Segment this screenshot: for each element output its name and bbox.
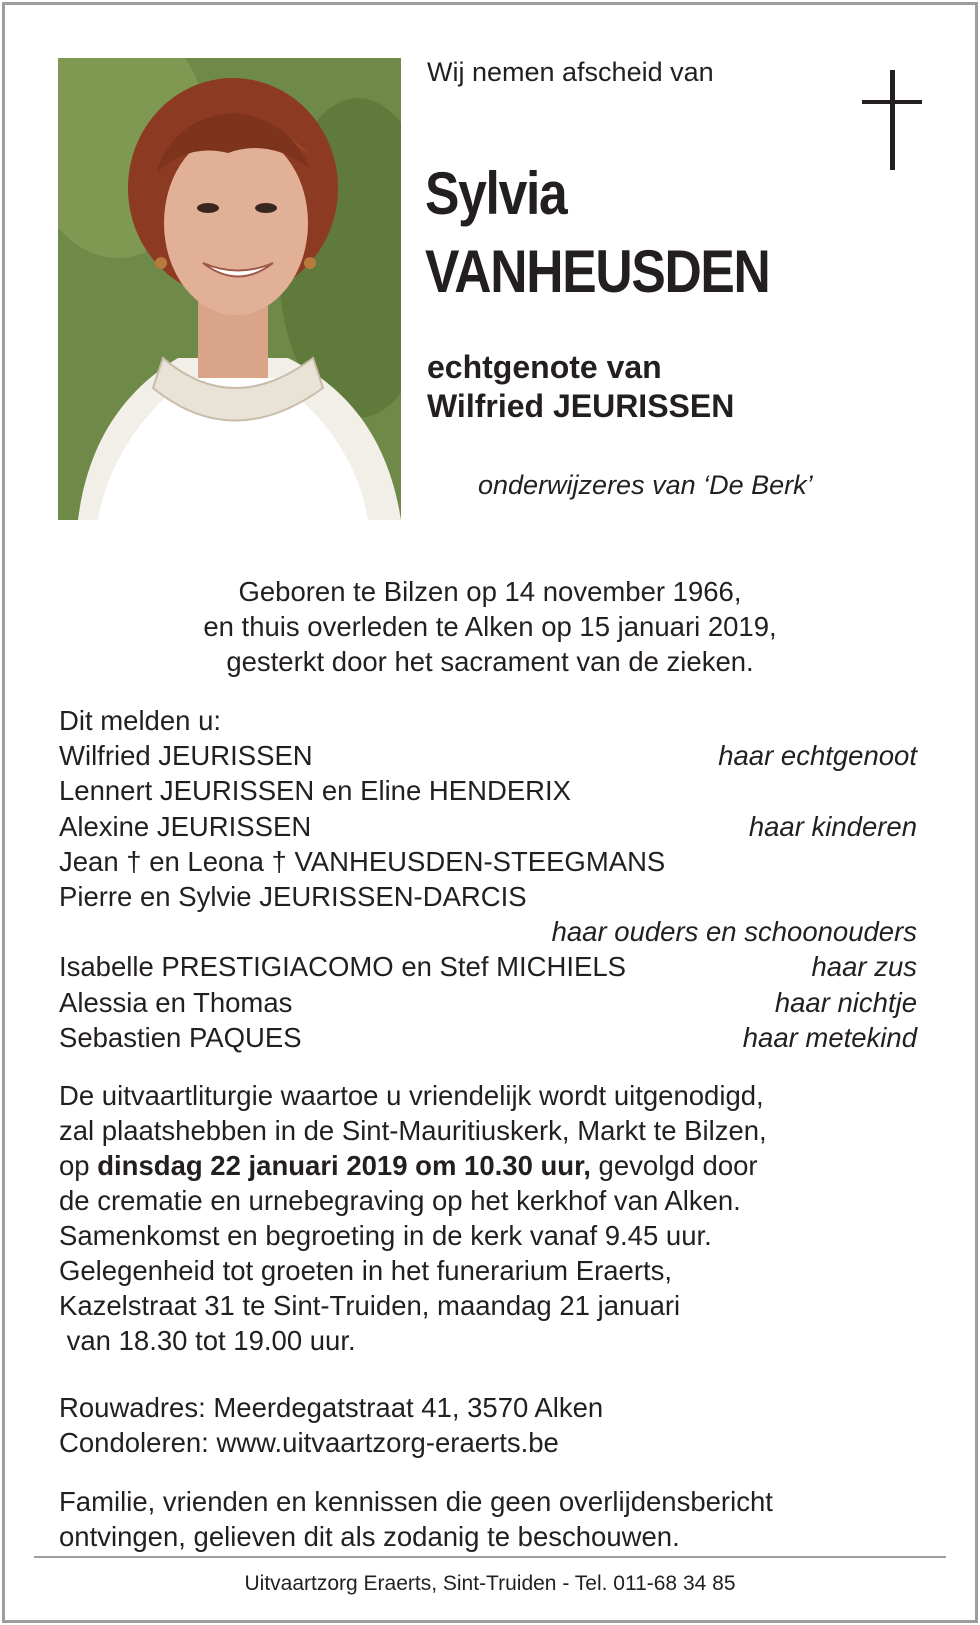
sacrament-line: gesterkt door het sacrament van de zieken. (226, 646, 754, 677)
family-row: Alexine JEURISSEN haar kinderen (59, 810, 917, 842)
born-line: Geboren te Bilzen op 14 november 1966, (238, 576, 742, 607)
cross-icon (862, 70, 922, 170)
contact-info (59, 1390, 603, 1460)
intro-text: Wij nemen afscheid van (427, 57, 714, 87)
condolence-website[interactable]: Condoleren: www.uitvaartzorg-eraerts.be (59, 1427, 559, 1458)
family-row: Alessia en Thomas haar nichtje (59, 986, 917, 1018)
funeral-line: Kazelstraat 31 te Sint-Truiden, maandag 21 januari (59, 1290, 681, 1321)
funeral-home-footer: Uitvaartzorg Eraerts, Sint-Truiden - Tel. 011-68 34 85 (244, 1572, 736, 1595)
funeral-line: Samenkomst en begroeting in de kerk vanaf 9.45 uur. (59, 1220, 712, 1251)
family-heading: Dit melden u: (59, 705, 222, 736)
spouse-info (427, 348, 734, 426)
funeral-line: Gelegenheid tot groeten in het funerarium Eraerts, (59, 1255, 673, 1286)
family-row: Sebastien PAQUES haar metekind (59, 1021, 917, 1053)
family-row: Lennert JEURISSEN en Eline HENDERIX (59, 775, 572, 807)
birth-death-info (0, 574, 980, 679)
divider (34, 1556, 946, 1558)
spouse-name: Wilfried JEURISSEN (427, 388, 735, 424)
portrait-photo (58, 58, 401, 520)
family-list (59, 703, 917, 1055)
died-line: en thuis overleden te Alken op 15 januari 2019, (203, 611, 777, 642)
funeral-line: zal plaatshebben in de Sint-Mauritiuskerk, Markt te Bilzen, (59, 1115, 767, 1146)
funeral-details (59, 1078, 767, 1358)
funeral-date-line: op dinsdag 22 januari 2019 om 10.30 uur, gevolgd door (59, 1150, 758, 1181)
mourning-address: Rouwadres: Meerdegatstraat 41, 3570 Alken (59, 1392, 604, 1423)
family-row: haar ouders en schoonouders (551, 916, 917, 948)
family-row: Isabelle PRESTIGIACOMO en Stef MICHIELS haar zus (59, 951, 917, 983)
closing-note: Familie, vrienden en kennissen die geen overlijdensbericht ontvingen, gelieven dit als zodanig te beschouwen. (59, 1486, 773, 1552)
deceased-name (425, 155, 770, 311)
last-name: VANHEUSDEN (425, 238, 770, 305)
portrait-illustration (58, 58, 401, 520)
funeral-line: De uitvaartliturgie waartoe u vriendelijk wordt uitgenodigd, (59, 1080, 764, 1111)
funeral-line: van 18.30 tot 19.00 uur. (59, 1325, 356, 1356)
first-name: Sylvia (425, 160, 567, 227)
funeral-line: de crematie en urnebegraving op het kerkhof van Alken. (59, 1185, 741, 1216)
family-row: Jean † en Leona † VANHEUSDEN-STEEGMANS (59, 845, 666, 877)
occupation: onderwijzeres van ‘De Berk’ (478, 470, 813, 500)
funeral-date: dinsdag 22 januari 2019 om 10.30 uur, (97, 1150, 591, 1181)
family-row: Pierre en Sylvie JEURISSEN-DARCIS (59, 880, 527, 912)
family-row: Wilfried JEURISSEN haar echtgenoot (59, 740, 917, 772)
spouse-label: echtgenote van (427, 349, 662, 385)
